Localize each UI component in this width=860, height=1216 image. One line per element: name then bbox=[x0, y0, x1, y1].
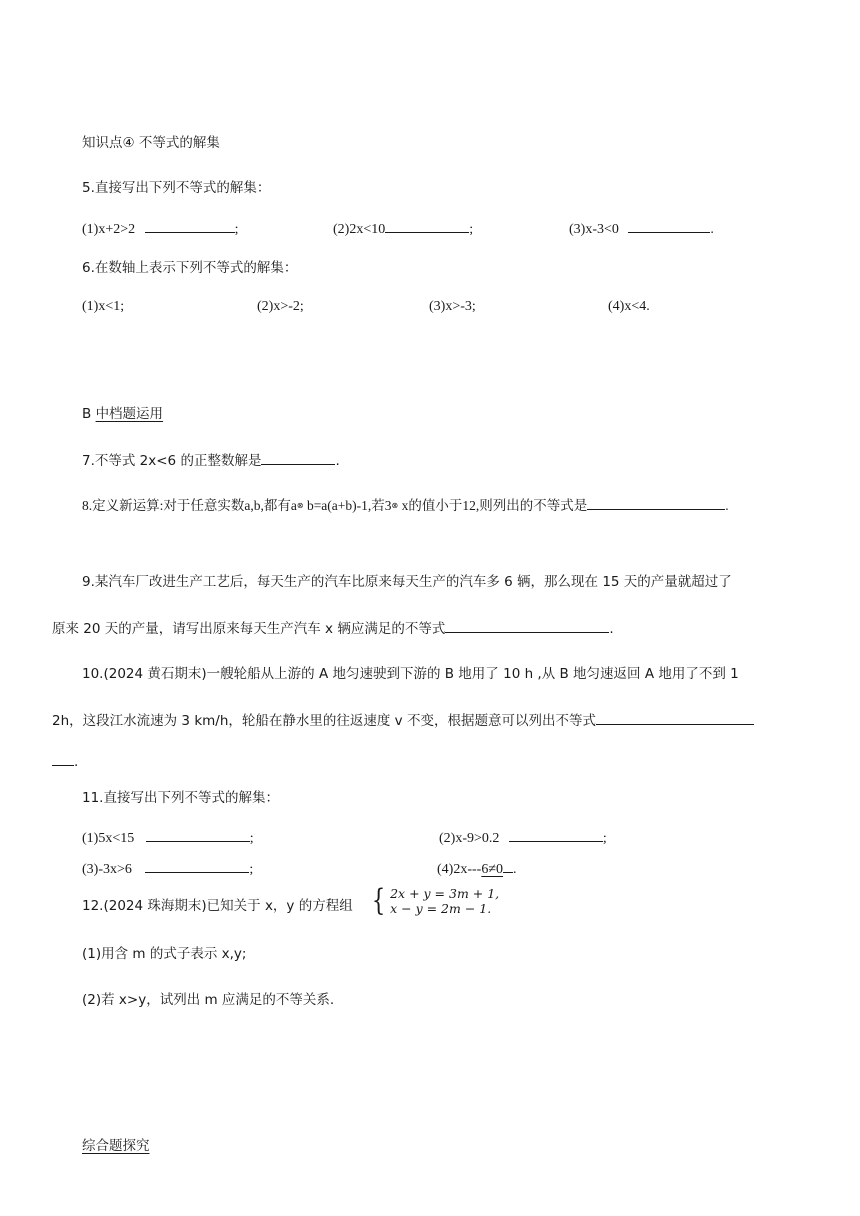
q11-item-2 bbox=[439, 828, 607, 848]
q11-item-3-text: (3)-3x>6 bbox=[82, 862, 132, 877]
q5-item-3 bbox=[569, 219, 714, 239]
q5-item-1 bbox=[82, 219, 239, 239]
q10-line-2 bbox=[52, 711, 754, 730]
circled-times-operator: ⊗ bbox=[391, 501, 399, 510]
q12-stem: 12.(2024 珠海期末)已知关于 x，y 的方程组 bbox=[82, 898, 353, 914]
q10-line-2-text: 2h，这段江水流速为 3 km/h，轮船在静水里的往返速度 v 不变，根据题意可以列出不等式 bbox=[52, 713, 596, 729]
q8-end: . bbox=[725, 498, 729, 513]
section-b-title-text: 中档题运用 bbox=[95, 406, 164, 422]
equation-2: x − y = 2m − 1. bbox=[390, 901, 492, 916]
q6-stem: 6.在数轴上表示下列不等式的解集： bbox=[82, 260, 298, 276]
q9-line-2 bbox=[52, 619, 614, 638]
answer-blank[interactable] bbox=[503, 859, 513, 873]
q12-part-2: (2)若 x>y，试列出 m 应满足的不等关系. bbox=[82, 992, 335, 1008]
q9-line-2-text: 原来 20 天的产量，请写出原来每天生产汽车 x 辆应满足的不等式 bbox=[52, 621, 446, 637]
q11-item-1-end: ; bbox=[249, 831, 254, 846]
equation-lines bbox=[390, 886, 499, 916]
answer-blank[interactable] bbox=[145, 219, 235, 233]
q11-item-1-text: (1)5x<15 bbox=[82, 831, 135, 846]
q10-end: . bbox=[74, 754, 79, 770]
equation-1: 2x + y = 3m + 1, bbox=[390, 886, 500, 901]
q11-item-2-end: ; bbox=[602, 831, 607, 846]
q11-item-3 bbox=[82, 859, 253, 879]
q5-item-3-end: . bbox=[710, 222, 714, 237]
q11-item-2-text: (2)x-9>0.2 bbox=[439, 831, 500, 846]
left-brace: { bbox=[371, 883, 386, 918]
answer-blank[interactable] bbox=[52, 752, 74, 766]
q5-item-2-text: (2)2x<10 bbox=[333, 222, 386, 237]
q11-item-4-underlined: 6≠0 bbox=[481, 862, 503, 877]
section-b-title bbox=[82, 405, 163, 423]
q5-item-2-end: ; bbox=[469, 222, 474, 237]
answer-blank[interactable] bbox=[145, 859, 249, 873]
q10-line-3 bbox=[52, 752, 78, 771]
q6-item-1: (1)x<1; bbox=[82, 299, 125, 314]
q11-item-4 bbox=[437, 859, 517, 879]
q11-item-1 bbox=[82, 828, 254, 848]
answer-blank[interactable] bbox=[509, 828, 603, 842]
q8-part-c: x的值小于12,则列出的不等式是 bbox=[398, 498, 588, 513]
q7 bbox=[82, 451, 340, 470]
section-b-prefix: B bbox=[82, 406, 96, 422]
q11-item-4-end: . bbox=[513, 862, 517, 877]
q5-item-3-text: (3)x-3<0 bbox=[569, 222, 619, 237]
answer-blank[interactable] bbox=[587, 496, 725, 510]
q8-part-a: 8.定义新运算:对于任意实数a,b,都有a bbox=[82, 498, 297, 513]
answer-blank[interactable] bbox=[628, 219, 710, 233]
q10-line-1: 10.(2024 黄石期末)一艘轮船从上游的 A 地匀速驶到下游的 B 地用了 10 h ,从 B 地匀速返回 A 地用了不到 1 bbox=[82, 666, 739, 682]
answer-blank[interactable] bbox=[261, 451, 335, 465]
circled-times-operator: ⊗ bbox=[296, 501, 304, 510]
q11-stem: 11.直接写出下列不等式的解集： bbox=[82, 790, 279, 806]
q11-item-4-text: (4)2x--- bbox=[437, 862, 482, 877]
q8 bbox=[82, 496, 729, 515]
equation-system bbox=[369, 883, 500, 918]
section-c-title: 综合题探究 bbox=[82, 1138, 150, 1154]
q8-part-b: b=a(a+b)-1,若3 bbox=[303, 498, 392, 513]
q7-text: 7.不等式 2x<6 的正整数解是 bbox=[82, 453, 262, 469]
q5-item-2 bbox=[333, 219, 473, 239]
q6-item-3: (3)x>-3; bbox=[429, 299, 476, 314]
q6-item-4: (4)x<4. bbox=[608, 299, 650, 314]
answer-blank[interactable] bbox=[596, 711, 754, 725]
q9-line-1: 9.某汽车厂改进生产工艺后，每天生产的汽车比原来每天生产的汽车多 6 辆，那么现在 15 天的产量就超过了 bbox=[82, 574, 732, 590]
q11-item-3-end: ; bbox=[249, 862, 254, 877]
answer-blank[interactable] bbox=[146, 828, 250, 842]
q5-stem: 5.直接写出下列不等式的解集： bbox=[82, 180, 271, 196]
section-4-title: 知识点④ 不等式的解集 bbox=[82, 135, 220, 151]
answer-blank[interactable] bbox=[385, 219, 469, 233]
q5-item-1-end: ; bbox=[234, 222, 239, 237]
q7-end: . bbox=[335, 453, 340, 469]
q9-end: . bbox=[609, 621, 614, 637]
q12-part-1: (1)用含 m 的式子表示 x,y; bbox=[82, 946, 247, 962]
answer-blank[interactable] bbox=[445, 619, 609, 633]
q6-item-2: (2)x>-2; bbox=[257, 299, 304, 314]
q5-item-1-text: (1)x+2>2 bbox=[82, 222, 136, 237]
